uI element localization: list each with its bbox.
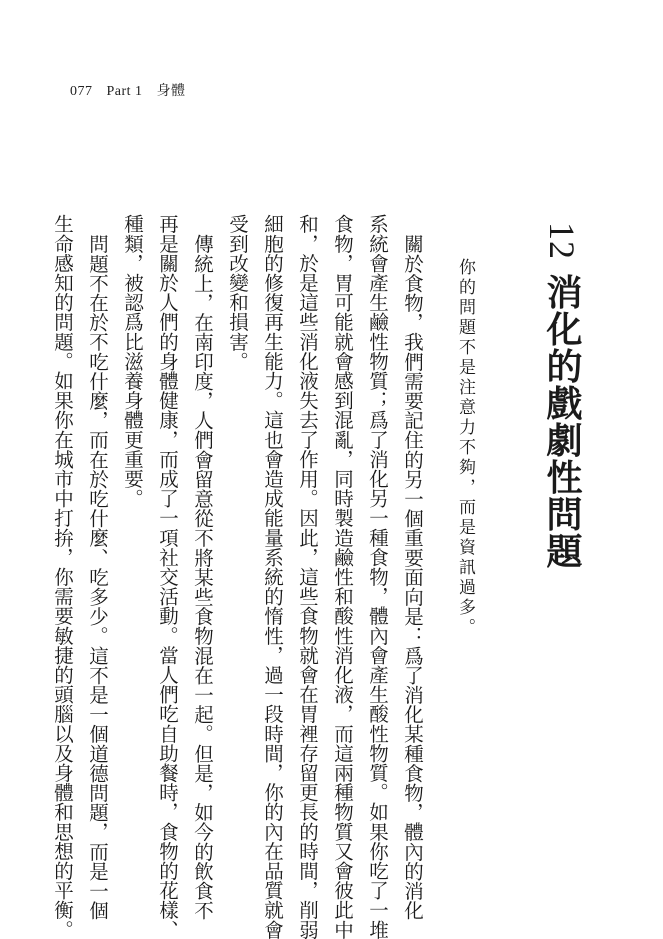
body-line-7: 傳統上，在南印度，人們會留意從不將某些食物混在一起。但是，如今的飲食不 [191, 234, 214, 920]
page-header [70, 80, 196, 100]
part-label: Part 1 [106, 84, 143, 99]
body-line-6: 受到改變和損害。 [226, 214, 249, 371]
chapter-title [542, 222, 582, 570]
section-label: 身體 [156, 84, 186, 99]
body-line-4: 和，於是這些消化液失去了作用。因此，這些食物就會在胃裡存留更長的時間，削弱 [296, 214, 319, 939]
body-line-2: 系統會產生鹼性物質；爲了消化另一種食物，體內會產生酸性物質。如果你吃了一堆 [366, 214, 389, 939]
body-line-10: 問題不在於不吃什麼，而在於吃什麼、吃多少。這不是一個道德問題，而是一個 [86, 234, 109, 920]
page-number: 077 [70, 84, 93, 99]
body-line-3: 食物，胃可能就會感到混亂，同時製造鹼性和酸性消化液，而這兩種物質又會彼此中 [331, 214, 354, 939]
chapter-number: 12 [542, 222, 582, 260]
chapter-subtitle: 你的問題不是注意力不夠，而是資訊過多。 [455, 258, 475, 638]
body-line-1: 關於食物，我們需要記住的另一個重要面向是：爲了消化某種食物，體內的消化 [401, 234, 424, 920]
body-line-8: 再是關於人們的身體健康，而成了一項社交活動。當人們吃自助餐時，食物的花樣、 [156, 214, 179, 939]
body-line-9: 種類，被認爲比滋養身體更重要。 [121, 214, 144, 508]
body-line-11: 生命感知的問題。如果你在城市中打拚，你需要敏捷的頭腦以及身體和思想的平衡。 [51, 214, 74, 939]
chapter-title-text: 消化的戲劇性問題 [541, 273, 583, 570]
body-line-5: 細胞的修復再生能力。這也會造成能量系統的惰性，過一段時間，你的內在品質就會 [261, 214, 284, 939]
